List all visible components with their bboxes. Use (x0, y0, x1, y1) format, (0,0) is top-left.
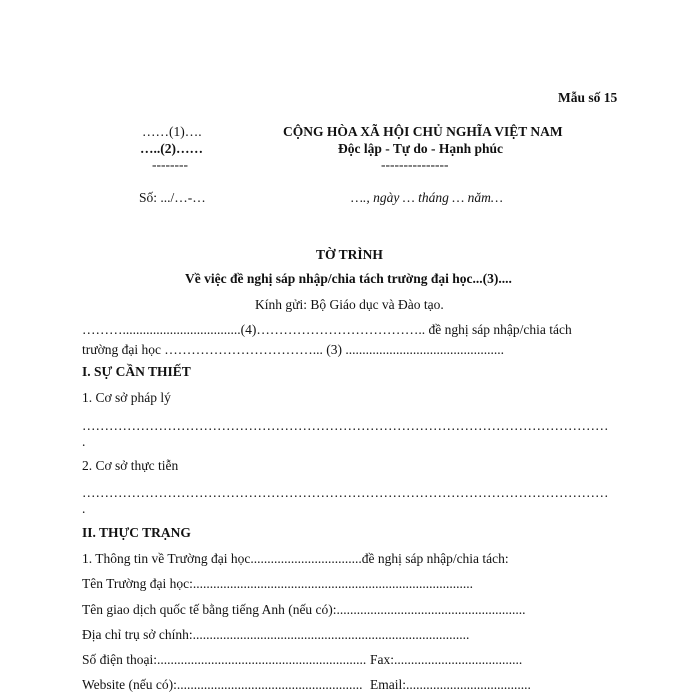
legal-basis-end: . (82, 434, 86, 449)
legal-basis-dots: ……………………………………………………………………………………………………… (82, 418, 609, 433)
university-name-field: Tên Trường đại học:................................................................................... (82, 576, 473, 591)
agency-divider: -------- (152, 157, 188, 172)
country-name: CỘNG HÒA XÃ HỘI CHỦ NGHĨA VIỆT NAM (283, 124, 563, 139)
university-info-label: 1. Thông tin về Trường đại học.................................đề nghị sáp nhập/chia tách: (82, 551, 509, 566)
document-number: Số: .../…-… (139, 190, 206, 205)
address-field: Địa chỉ trụ sở chính:.................................................................................. (82, 627, 470, 642)
fax-field: Fax:...................................... (370, 652, 523, 667)
practical-basis-dots: ……………………………………………………………………………………………………… (82, 485, 609, 500)
intro-line-2: trường đại học ……………………………... (3) ............................................... (82, 342, 505, 357)
recipient: Kính gửi: Bộ Giáo dục và Đào tạo. (255, 297, 444, 312)
practical-basis-label: 2. Cơ sở thực tiễn (82, 458, 179, 473)
section-1-heading: I. SỰ CẦN THIẾT (82, 364, 191, 379)
intro-line-1: ………...................................(4)……………………………….. đề nghị sáp nhập/chia tách (82, 322, 572, 337)
agency-line-2: …..(2)…… (140, 141, 203, 156)
email-field: Email:..................................... (370, 677, 531, 692)
legal-basis-label: 1. Cơ sở pháp lý (82, 390, 171, 405)
section-2-heading: II. THỰC TRẠNG (82, 525, 191, 540)
motto-divider: --------------- (381, 157, 449, 172)
website-field: Website (nếu có):....................................................... (82, 677, 363, 692)
document-subtitle: Về việc đề nghị sáp nhập/chia tách trường đại học...(3).... (185, 271, 512, 286)
date-line: …., ngày … tháng … năm… (351, 190, 503, 205)
practical-basis-end: . (82, 501, 86, 516)
document-title: TỜ TRÌNH (316, 247, 383, 262)
phone-field: Số điện thoại:.............................................................. (82, 652, 367, 667)
motto: Độc lập - Tự do - Hạnh phúc (338, 141, 504, 156)
english-name-field: Tên giao dịch quốc tế bằng tiếng Anh (nếu có):........................................................ (82, 602, 526, 617)
agency-line-1: ……(1)…. (142, 124, 202, 139)
form-number: Mẫu số 15 (558, 90, 618, 105)
